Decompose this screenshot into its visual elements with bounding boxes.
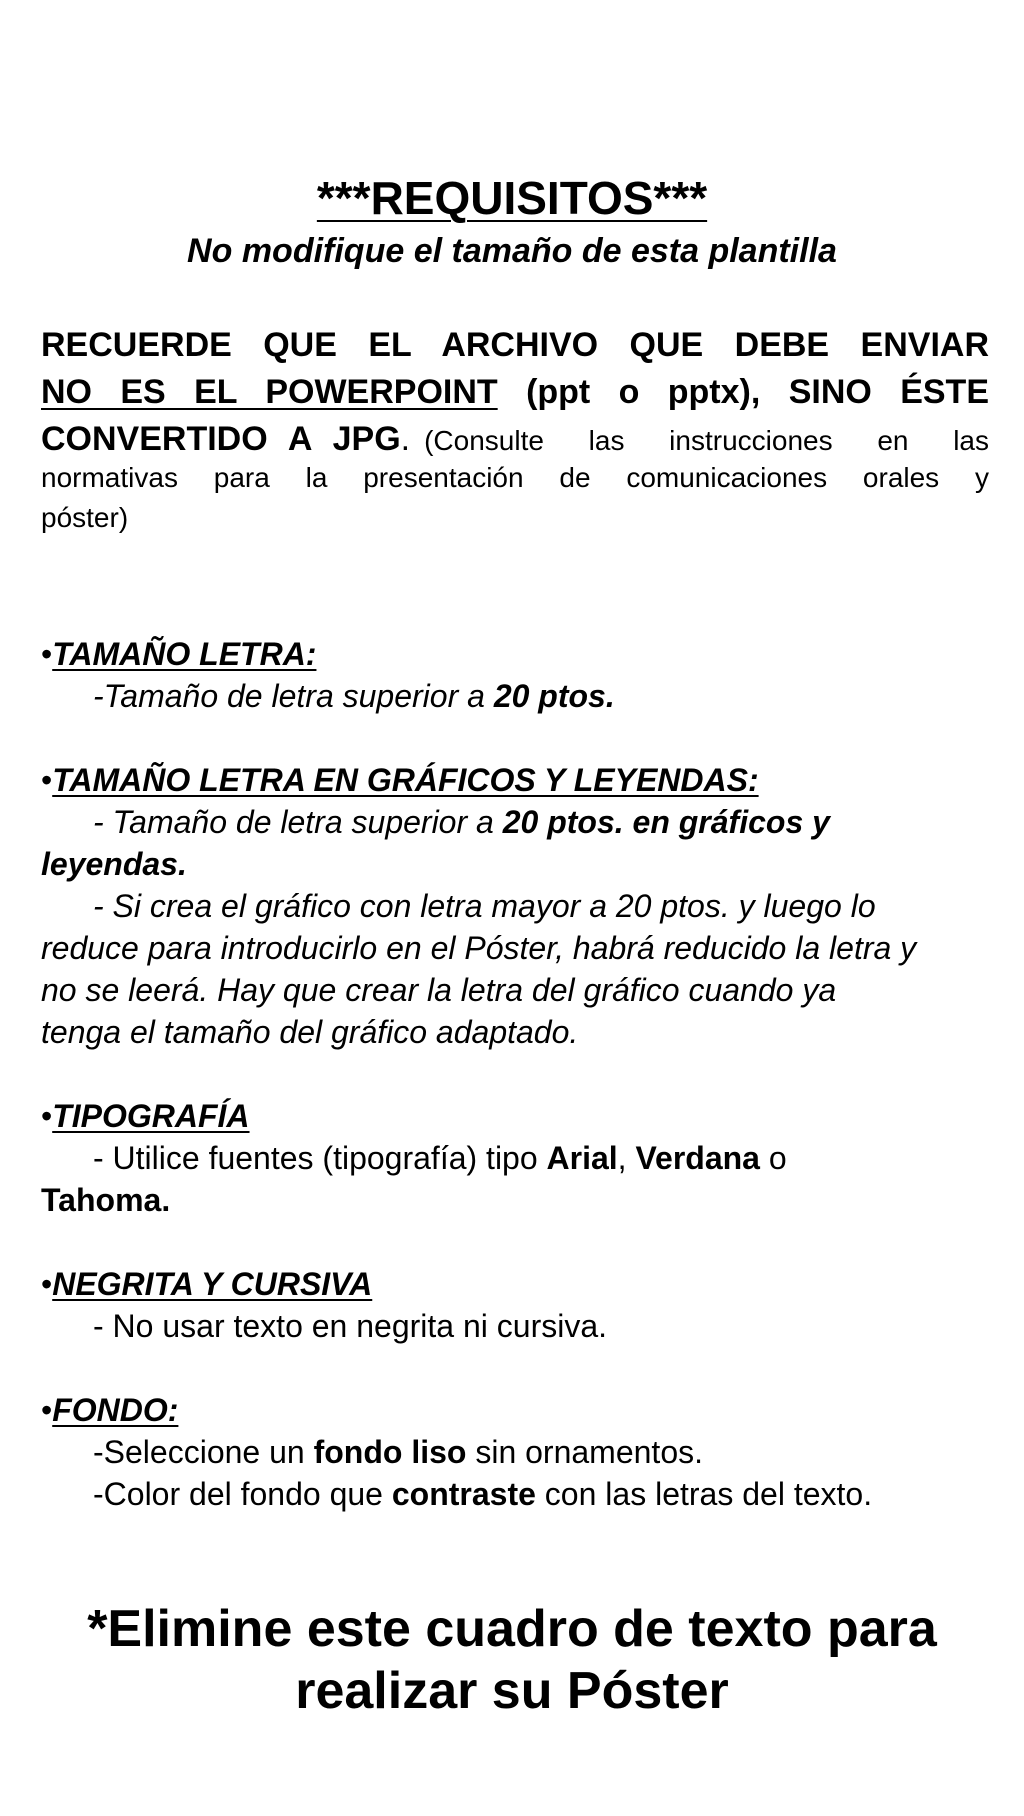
final-line-1: *Elimine este cuadro de texto para xyxy=(87,1600,937,1658)
section-line-tamano-letra: -Tamaño de letra superior a 20 ptos. xyxy=(93,678,615,714)
notice-part-3: CONVERTIDO A JPG. xyxy=(41,420,411,458)
notice-small-1: (Consulte las instrucciones en las xyxy=(424,425,989,456)
section-line-graficos-2c: no se leerá. Hay que crear la letra del gráfico cuando ya xyxy=(41,972,837,1008)
section-line-graficos-2b: reduce para introducirlo en el Póster, habrá reducido la letra y xyxy=(41,930,917,966)
section-heading-graficos: •TAMAÑO LETRA EN GRÁFICOS Y LEYENDAS: xyxy=(41,762,759,798)
final-line-2: realizar su Póster xyxy=(295,1662,729,1720)
notice-underlined: NO ES EL POWERPOINT xyxy=(41,373,498,411)
section-line-tipografia: - Utilice fuentes (tipografía) tipo Arial, Verdana o xyxy=(93,1140,787,1176)
section-line-fondo-2: -Color del fondo que contraste con las letras del texto. xyxy=(93,1476,873,1512)
page-title: ***REQUISITOS*** xyxy=(316,172,708,224)
section-line-graficos-2a: - Si crea el gráfico con letra mayor a 20 ptos. y luego lo xyxy=(93,888,876,924)
page-subtitle: No modifique el tamaño de esta plantilla xyxy=(187,232,837,270)
section-line-fondo-1: -Seleccione un fondo liso sin ornamentos. xyxy=(93,1434,703,1470)
requirements-list xyxy=(41,633,1001,1515)
section-heading-fondo: •FONDO: xyxy=(41,1392,179,1428)
section-line-tipografia-2: Tahoma. xyxy=(41,1182,171,1218)
notice-part-2: (ppt o pptx), SINO ÉSTE xyxy=(526,373,989,411)
notice-line-1: RECUERDE QUE EL ARCHIVO QUE DEBE ENVIAR xyxy=(41,326,989,364)
notice-line-2 xyxy=(41,369,989,416)
file-format-notice xyxy=(41,322,989,416)
notice-small-2: normativas para la presentación de comunicaciones orales y xyxy=(41,462,989,493)
notice-line-3 xyxy=(41,416,989,464)
delete-textbox-instruction xyxy=(0,1598,1024,1722)
section-heading-tipografia: •TIPOGRAFÍA xyxy=(41,1098,250,1134)
section-line-graficos-2d: tenga el tamaño del gráfico adaptado. xyxy=(41,1014,579,1050)
notice-small-3: póster) xyxy=(41,502,129,533)
section-heading-negrita: •NEGRITA Y CURSIVA xyxy=(41,1266,373,1302)
section-line-graficos-1b: leyendas. xyxy=(41,846,187,882)
section-heading-tamano-letra: •TAMAÑO LETRA: xyxy=(41,636,317,672)
section-line-graficos-1: - Tamaño de letra superior a 20 ptos. en gráficos y xyxy=(93,804,830,840)
section-line-negrita: - No usar texto en negrita ni cursiva. xyxy=(93,1308,608,1344)
